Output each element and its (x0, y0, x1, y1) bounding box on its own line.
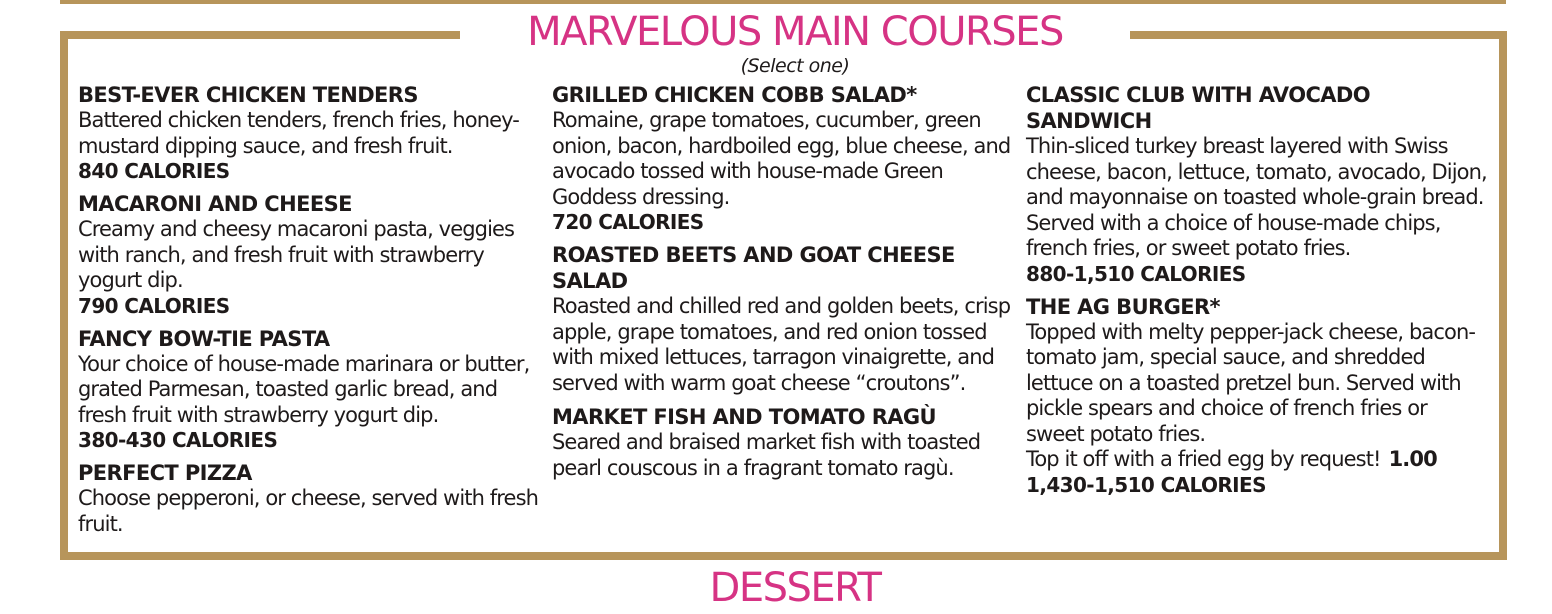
menu-item-bow-tie-pasta (78, 326, 540, 453)
frame-top-right (1130, 31, 1507, 39)
item-description: Topped with melty pepper-jack cheese, bacon-tomato jam, special sauce, and shredded lettuce on a toasted pretzel bun. Served with pickle spears and choice of french fries or sweet potato fries. (1026, 319, 1476, 446)
item-calories: 880-1,510 CALORIES (1026, 261, 1246, 286)
frame-right (1499, 31, 1507, 560)
item-description: Creamy and cheesy macaroni pasta, veggies with ranch, and fresh fruit with strawberry yogurt dip. (78, 217, 515, 292)
frame-left (60, 31, 68, 560)
menu-item-beets-salad (552, 242, 1014, 396)
frame-bottom (60, 552, 1507, 560)
menu-item-club-sandwich (1026, 82, 1488, 286)
menu-item-ag-burger (1026, 294, 1488, 497)
menu-item-cobb-salad (552, 82, 1014, 234)
item-description: Thin-sliced turkey breast layered with Swiss cheese, bacon, lettuce, tomato, avocado, Dijon, and mayonnaise on toasted whole-grain bread. Served with a choice of house-made chips, french fries, or sweet potato fries. (1026, 134, 1487, 260)
next-section-title: DESSERT (709, 565, 881, 611)
menu-column-1 (78, 82, 540, 545)
add-on-text: Top it off with a fried egg by request! (1026, 447, 1381, 471)
item-name: THE AG BURGER* (1026, 294, 1220, 319)
item-name: BEST-EVER CHICKEN TENDERS (78, 83, 418, 107)
item-calories: 720 CALORIES (552, 210, 704, 234)
item-description: Roasted and chilled red and golden beets, crisp apple, grape tomatoes, and red onion tossed with mixed lettuces, tarragon vinaigrette, and served with warm goat cheese “croutons”. (552, 294, 1011, 395)
menu-column-2 (552, 82, 1014, 489)
item-name: GRILLED CHICKEN COBB SALAD* (552, 83, 917, 107)
item-calories: 840 CALORIES (78, 159, 230, 183)
item-name: MACARONI AND CHEESE (78, 192, 352, 216)
item-calories: 380-430 CALORIES (78, 428, 278, 452)
item-calories: 1,430-1,510 CALORIES (1026, 472, 1266, 497)
section-title: MARVELOUS MAIN COURSES (527, 9, 1063, 55)
menu-item-mac-and-cheese (78, 191, 540, 318)
frame-top-left (60, 31, 460, 39)
top-divider (60, 0, 1506, 4)
item-description: Battered chicken tenders, french fries, honey-mustard dipping sauce, and fresh fruit. (78, 108, 519, 158)
menu-item-market-fish (552, 404, 1014, 481)
item-calories: 790 CALORIES (78, 293, 230, 318)
item-description: Seared and braised market fish with toasted pearl couscous in a fragrant tomato ragù. (552, 430, 981, 480)
item-description: Your choice of house-made marinara or butter, grated Parmesan, toasted garlic bread, and fresh fruit with strawberry yogurt dip. (78, 351, 530, 427)
add-on-price: 1.00 (1388, 447, 1437, 471)
item-add-on (1026, 447, 1488, 473)
menu-item-chicken-tenders (78, 82, 540, 183)
item-name: FANCY BOW-TIE PASTA (78, 326, 330, 351)
menu-item-pizza (78, 460, 540, 537)
item-name: MARKET FISH AND TOMATO RAGÙ (552, 405, 937, 429)
item-description: Choose pepperoni, or cheese, served with fresh fruit. (78, 486, 539, 536)
menu-column-3 (1026, 82, 1488, 505)
item-description: Romaine, grape tomatoes, cucumber, green onion, bacon, hardboiled egg, blue cheese, and avocado tossed with house-made Green Goddess dressing. (552, 108, 1011, 209)
section-subtitle: (Select one) (740, 55, 850, 77)
item-name: CLASSIC CLUB WITH AVOCADO SANDWICH (1026, 83, 1370, 133)
item-name: ROASTED BEETS AND GOAT CHEESE SALAD (552, 243, 955, 293)
item-name: PERFECT PIZZA (78, 461, 252, 485)
